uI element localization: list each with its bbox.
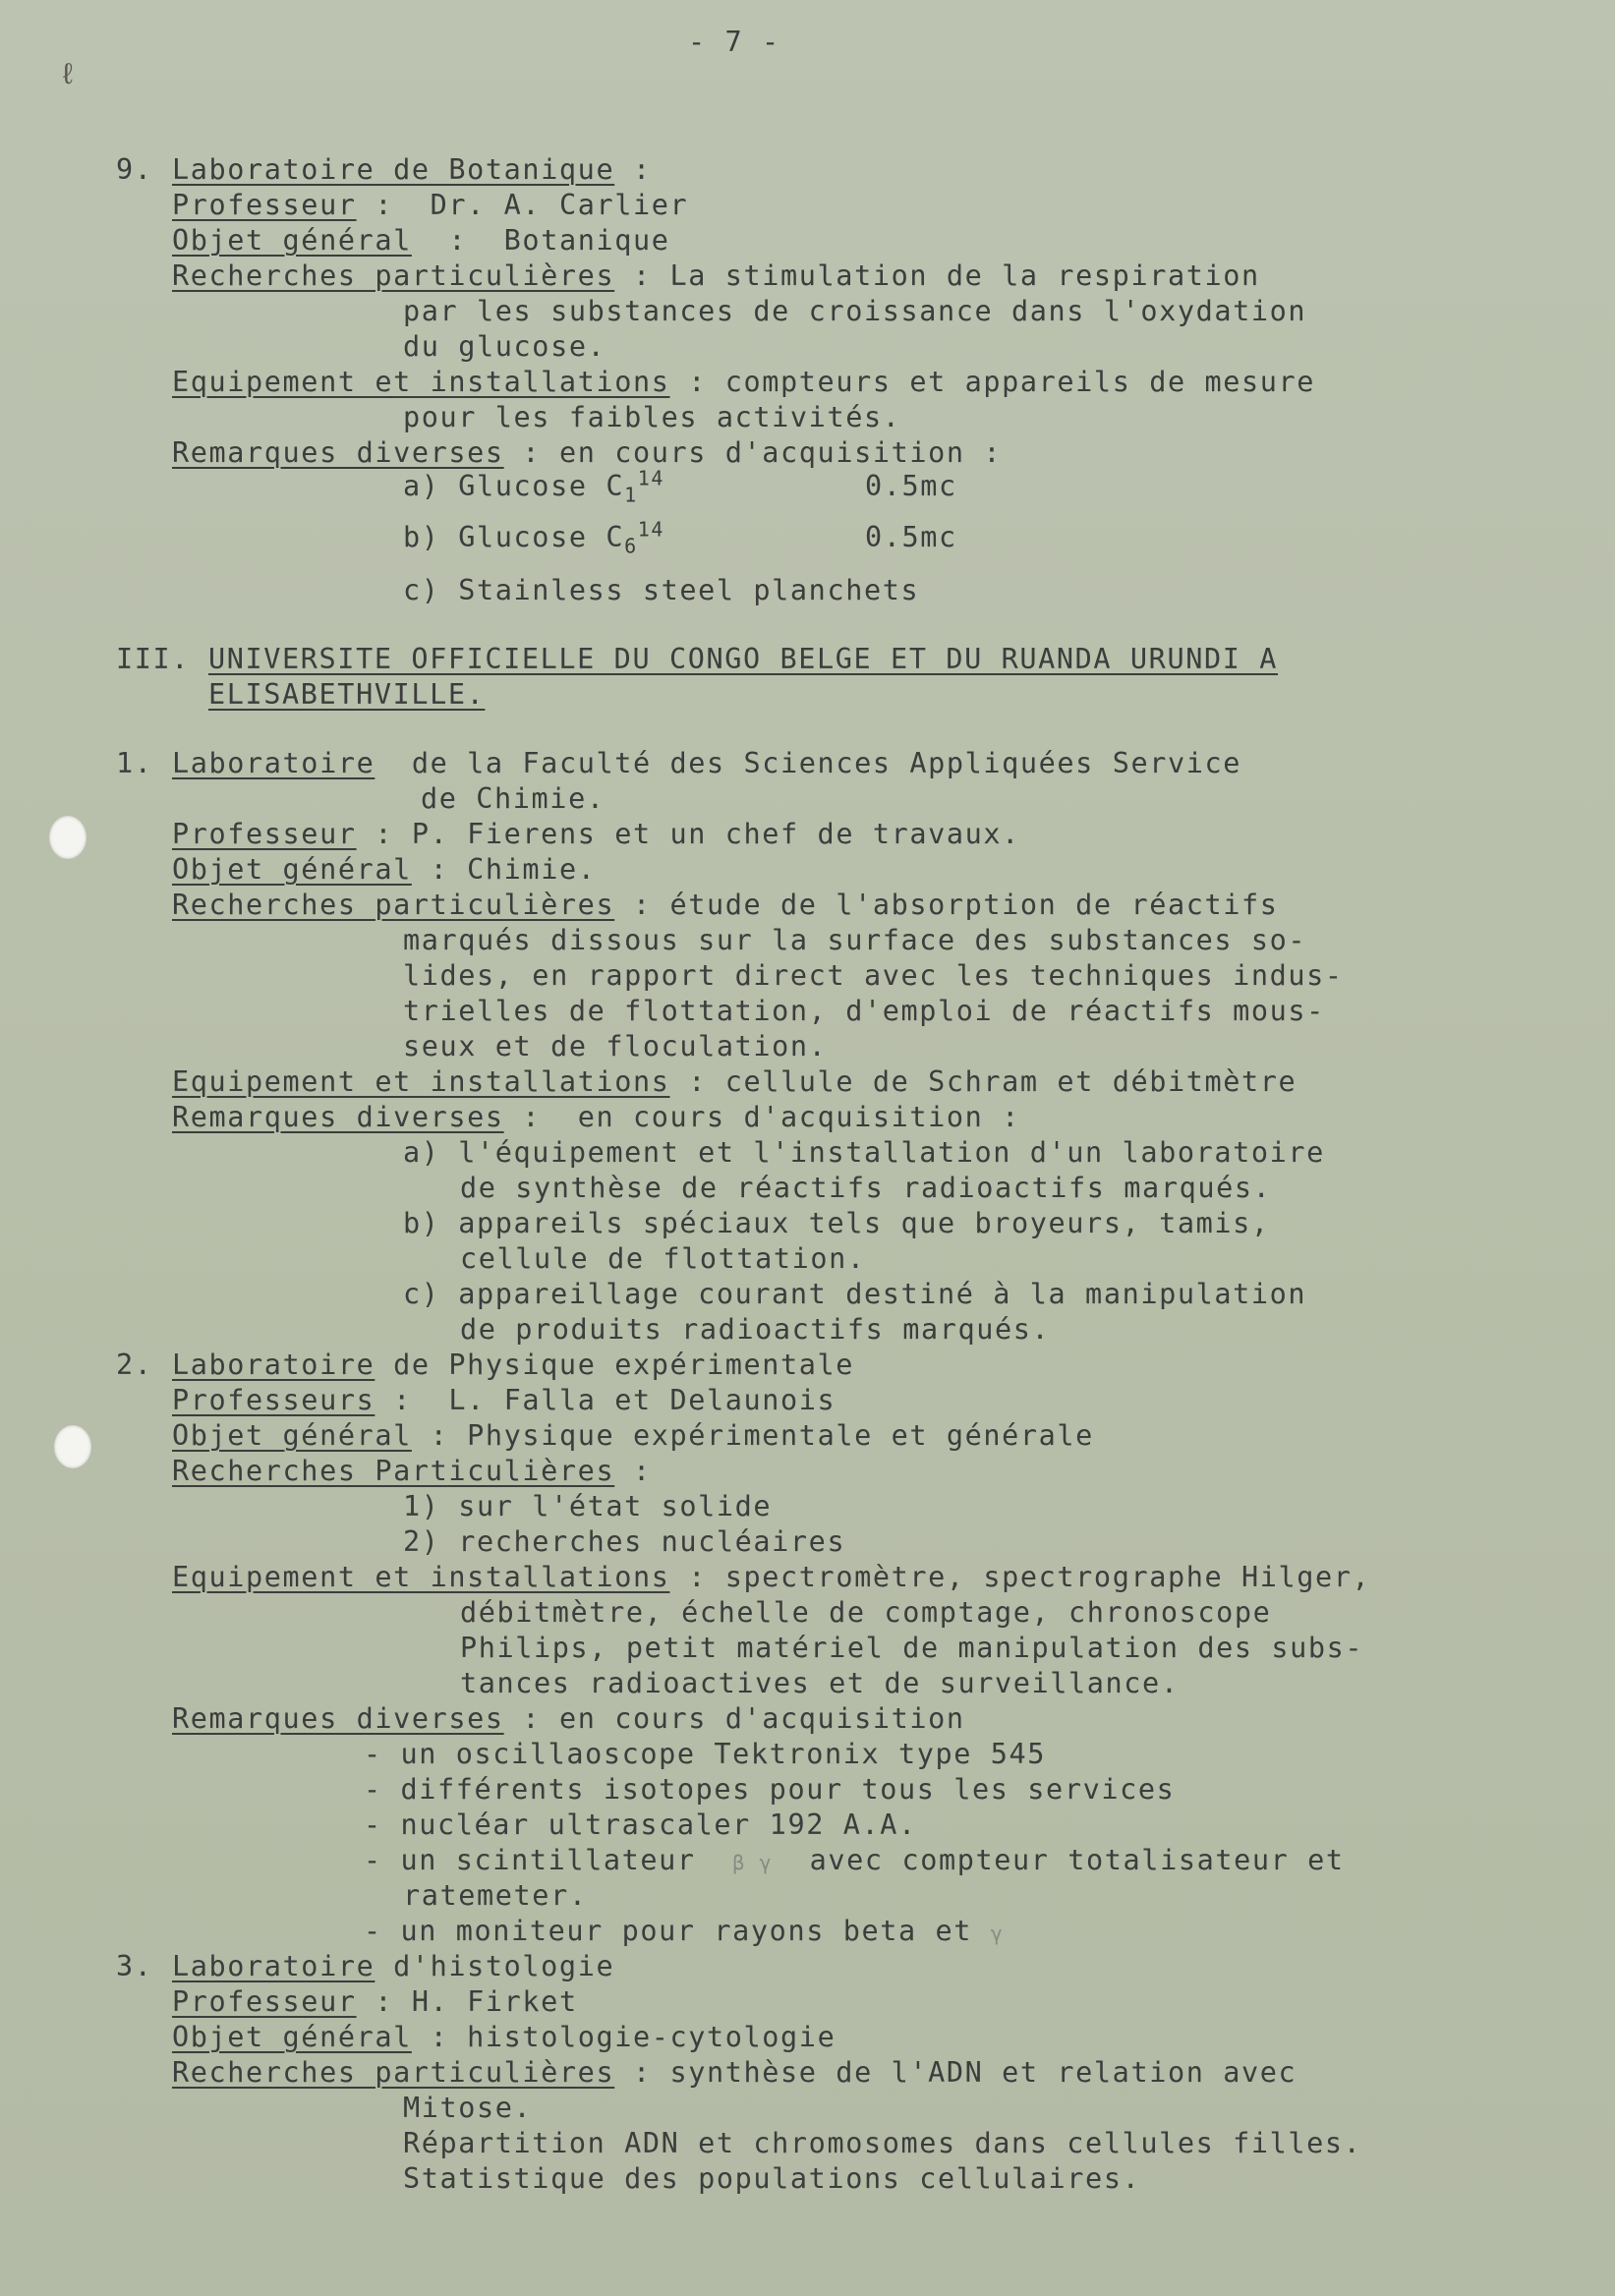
item-9-title: Laboratoire de Botanique	[172, 153, 615, 186]
laboratoire-label: Laboratoire	[172, 1349, 375, 1381]
objet-value: histologie-cytologie	[467, 2021, 836, 2053]
item-9-list-b: b) Glucose $C_6^{14}$	[403, 517, 665, 558]
lab-1-recherches-line: Recherches particulières : étude de l'absorption de réactifs	[172, 889, 1279, 921]
objet-label: Objet général	[172, 853, 412, 886]
lab-2-list-5: - un moniteur pour rayons beta et γ	[364, 1915, 1005, 1947]
professeur-value: H. Firket	[411, 1985, 578, 2018]
recherches-label: Recherches particulières	[172, 2056, 615, 2089]
objet-value: Physique expérimentale et générale	[467, 1419, 1094, 1452]
laboratoire-label: Laboratoire	[172, 1950, 375, 1982]
professeur-label: Professeurs	[172, 1384, 375, 1416]
remarques-label: Remarques diverses	[172, 1101, 504, 1133]
equipement-label: Equipement et installations	[172, 1561, 670, 1593]
lab-1-list-c: c) appareillage courant destiné à la manipulation	[403, 1278, 1307, 1310]
objet-label: Objet général	[172, 224, 412, 257]
lab-1-list-b-cont: cellule de flottation.	[460, 1242, 866, 1275]
item-9-list-b-qty: 0.5mc	[865, 521, 957, 553]
lab-1-recherches-cont: trielles de flottation, d'emploi de réactifs mous-	[403, 995, 1325, 1027]
remarques-label: Remarques diverses	[172, 1702, 504, 1735]
lab-3-number: 3.	[116, 1950, 153, 1982]
lab-2-list-4: - un scintillateur β γ avec compteur totalisateur et	[364, 1844, 1345, 1876]
lab-3-recherches-cont: Statistique des populations cellulaires.	[403, 2162, 1141, 2195]
lab-2-recherches-2: 2) recherches nucléaires	[403, 1525, 846, 1558]
remarques-label: Remarques diverses	[172, 436, 504, 469]
lab-1-recherches-cont: lides, en rapport direct avec les techniques indus-	[403, 959, 1344, 992]
lab-1-title: de la Faculté des Sciences Appliquées Service	[411, 747, 1242, 779]
objet-value: Chimie.	[467, 853, 597, 886]
recherches-text: La stimulation de la respiration	[669, 259, 1260, 292]
item-9-recherches-cont: du glucose.	[403, 330, 606, 363]
item-9-list-a: a) Glucose $C_1^{14}$	[403, 466, 665, 507]
objet-label: Objet général	[172, 1419, 412, 1452]
recherches-label: Recherches particulières	[172, 889, 615, 921]
lab-1-list-a-cont: de synthèse de réactifs radioactifs marqués.	[460, 1172, 1272, 1204]
section-iii-title: UNIVERSITE OFFICIELLE DU CONGO BELGE ET DU RUANDA URUNDI A	[208, 643, 1278, 675]
lab-2-remarques-line: Remarques diverses : en cours d'acquisition	[172, 1702, 965, 1735]
lab-1-list-c-cont: de produits radioactifs marqués.	[460, 1313, 1051, 1346]
lab-3-recherches-cont: Mitose.	[403, 2092, 533, 2124]
lab-2-equipement-cont: tances radioactives et de surveillance.	[460, 1667, 1180, 1699]
equipement-text: compteurs et appareils de mesure	[724, 366, 1316, 398]
item-9-title-line: Laboratoire de Botanique :	[172, 153, 652, 186]
lab-2-professeur-line: Professeurs : L. Falla et Delaunois	[172, 1384, 836, 1416]
punch-hole-top	[49, 816, 87, 859]
lab-3-professeur-line: Professeur : H. Firket	[172, 1985, 578, 2018]
lab-2-list-2: - différents isotopes pour tous les services	[364, 1773, 1176, 1806]
lab-2-list-4-cont: ratemeter.	[403, 1879, 588, 1912]
equipement-text: cellule de Schram et débitmètre	[724, 1065, 1298, 1098]
equipement-label: Equipement et installations	[172, 1065, 670, 1098]
item-9-list-a-qty: 0.5mc	[865, 470, 957, 502]
professeur-label: Professeur	[172, 189, 357, 221]
professeur-label: Professeur	[172, 1985, 357, 2018]
remarques-text: en cours d'acquisition :	[558, 436, 1003, 469]
item-9-equipement-line: Equipement et installations : compteurs et appareils de mesure	[172, 366, 1316, 398]
lab-2-title: de Physique expérimentale	[393, 1349, 855, 1381]
remarques-text: en cours d'acquisition	[558, 1702, 965, 1735]
item-9-recherches-line: Recherches particulières : La stimulation de la respiration	[172, 259, 1260, 292]
lab-1-objet-line: Objet général : Chimie.	[172, 853, 597, 886]
lab-1-list-b: b) appareils spéciaux tels que broyeurs, tamis,	[403, 1207, 1270, 1239]
recherches-text: étude de l'absorption de réactifs	[669, 889, 1279, 921]
lab-1-remarques-line: Remarques diverses : en cours d'acquisition :	[172, 1101, 1020, 1133]
lab-2-objet-line: Objet général : Physique expérimentale et générale	[172, 1419, 1094, 1452]
lab-1-professeur-line: Professeur : P. Fierens et un chef de travaux.	[172, 818, 1020, 850]
lab-2-number: 2.	[116, 1349, 153, 1381]
recherches-text: synthèse de l'ADN et relation avec	[669, 2056, 1298, 2089]
professeur-value: Dr. A. Carlier	[430, 189, 689, 221]
item-9-equipement-cont: pour les faibles activités.	[403, 401, 901, 433]
lab-1-title-cont: de Chimie.	[421, 782, 606, 815]
item-9-objet-line: Objet général : Botanique	[172, 224, 670, 257]
lab-3-title-line	[172, 1950, 614, 1983]
section-iii-number: III.	[116, 643, 191, 675]
lab-3-title: d'histologie	[393, 1950, 615, 1982]
punch-hole-bottom	[54, 1425, 91, 1468]
item-9-professeur-line: Professeur : Dr. A. Carlier	[172, 189, 689, 221]
lab-1-number: 1.	[116, 747, 153, 779]
lab-2-list-1: - un oscillaoscope Tektronix type 545	[364, 1738, 1047, 1770]
remarques-text: en cours d'acquisition :	[577, 1101, 1020, 1133]
item-9-list-c: c) Stainless steel planchets	[403, 574, 920, 606]
lab-2-equipement-line: Equipement et installations : spectromètre, spectrographe Hilger,	[172, 1561, 1371, 1593]
lab-1-recherches-cont: seux et de floculation.	[403, 1030, 828, 1062]
professeur-value: L. Falla et Delaunois	[448, 1384, 836, 1416]
lab-2-recherches-1: 1) sur l'état solide	[403, 1490, 773, 1522]
item-9-recherches-cont: par les substances de croissance dans l'oxydation	[403, 295, 1307, 327]
lab-2-recherches-line: Recherches Particulières :	[172, 1455, 652, 1487]
lab-3-objet-line: Objet général : histologie-cytologie	[172, 2021, 836, 2053]
objet-label: Objet général	[172, 2021, 412, 2053]
lab-1-equipement-line: Equipement et installations : cellule de Schram et débitmètre	[172, 1065, 1298, 1098]
professeur-value: P. Fierens et un chef de travaux.	[411, 818, 1020, 850]
recherches-label: Recherches particulières	[172, 259, 615, 292]
lab-2-list-3: - nucléar ultrascaler 192 A.A.	[364, 1808, 917, 1841]
lab-2-title-line	[172, 1349, 854, 1382]
page-number: - 7 -	[688, 26, 780, 58]
lab-3-recherches-line: Recherches particulières : synthèse de l'ADN et relation avec	[172, 2056, 1298, 2089]
section-iii-title-cont: ELISABETHVILLE.	[208, 678, 486, 711]
recherches-label: Recherches Particulières	[172, 1455, 615, 1487]
item-9-remarques-line: Remarques diverses : en cours d'acquisition :	[172, 436, 1003, 469]
ink-mark: ℓ	[59, 57, 78, 91]
lab-2-equipement-cont: débitmètre, échelle de comptage, chronoscope	[460, 1596, 1272, 1629]
lab-3-recherches-cont: Répartition ADN et chromosomes dans cellules filles.	[403, 2127, 1362, 2159]
lab-1-list-a: a) l'équipement et l'installation d'un laboratoire	[403, 1136, 1325, 1169]
equipement-label: Equipement et installations	[172, 366, 670, 398]
laboratoire-label: Laboratoire	[172, 747, 375, 779]
lab-2-equipement-cont: Philips, petit matériel de manipulation des subs-	[460, 1632, 1364, 1664]
lab-1-title-line	[172, 747, 1241, 780]
equipement-text: spectromètre, spectrographe Hilger,	[724, 1561, 1371, 1593]
professeur-label: Professeur	[172, 818, 357, 850]
item-9-number: 9.	[116, 153, 153, 186]
lab-1-recherches-cont: marqués dissous sur la surface des substances so-	[403, 924, 1307, 956]
objet-value: Botanique	[503, 224, 670, 257]
